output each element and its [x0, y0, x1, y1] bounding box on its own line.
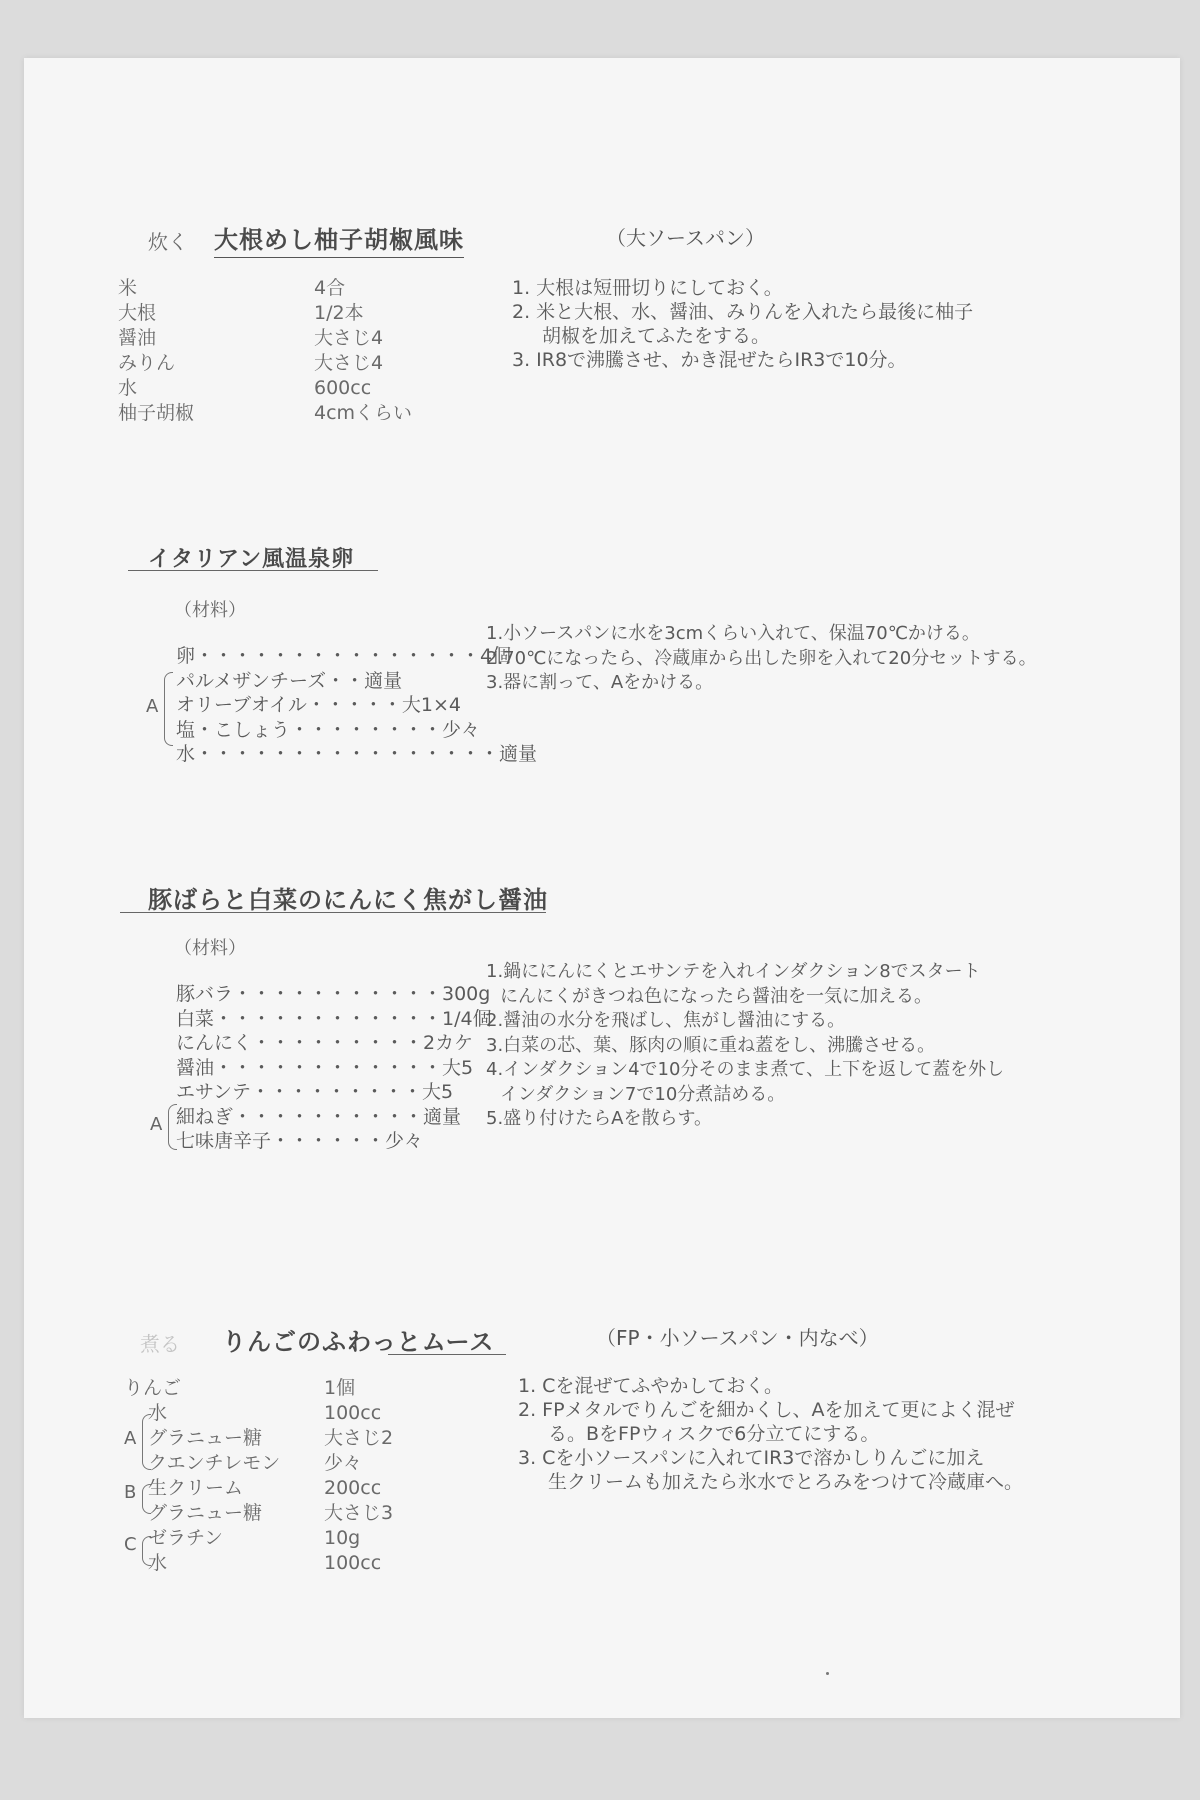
- ingredient-name: みりん: [118, 352, 176, 374]
- ingredient-row: [124, 1401, 393, 1426]
- recipe4-group-b-label: B: [124, 1482, 137, 1503]
- ingredient-name: グラニュー糖: [148, 1427, 263, 1449]
- ingredient-name: ゼラチン: [148, 1527, 224, 1549]
- ingredient-row: [124, 1376, 393, 1401]
- recipe4-ingredient-list: [124, 1376, 393, 1576]
- step-line: 2.70℃になったら、冷蔵庫から出した卵を入れて20分セットする。: [486, 647, 1037, 669]
- recipe4-title-rule: [388, 1354, 506, 1355]
- recipe2-group-a-brace: [164, 672, 173, 746]
- ingredient-line: 卵・・・・・・・・・・・・・・・4個: [176, 645, 512, 667]
- recipe4-title: りんごのふわっとムース: [222, 1328, 495, 1356]
- ingredient-name: 水: [148, 1552, 168, 1574]
- ingredient-line: 醤油・・・・・・・・・・・・大5: [176, 1056, 474, 1079]
- ingredient-row: [118, 376, 412, 401]
- ingredient-name: 水: [118, 377, 138, 399]
- ingredient-row: [118, 401, 412, 426]
- ingredient-name: 米: [118, 277, 138, 299]
- ingredient-line: エサンテ・・・・・・・・・大5: [176, 1081, 454, 1103]
- recipe3-steps: [486, 960, 1004, 1132]
- ingredient-qty: 200cc: [324, 1477, 382, 1499]
- ingredient-qty: 10g: [324, 1527, 361, 1549]
- ingredient-name: 柚子胡椒: [118, 402, 195, 424]
- step-line: インダクション7で10分煮詰める。: [500, 1083, 786, 1105]
- ingredient-line: 豚バラ・・・・・・・・・・・300g: [176, 983, 491, 1005]
- step-line: にんにくがきつね色になったら醤油を一気に加える。: [500, 985, 932, 1007]
- ingredient-qty: 4合: [314, 277, 346, 299]
- ingredient-row: [118, 276, 412, 301]
- recipe3-group-a-label: A: [150, 1114, 163, 1135]
- step-line: 1. 大根は短冊切りにしておく。: [512, 277, 783, 299]
- recipe1-pan: （大ソースパン）: [606, 226, 765, 250]
- recipe3-title: 豚ばらと白菜のにんにく焦がし醤油: [148, 886, 548, 914]
- step-line: 3. Cを小ソースパンに入れてIR3で溶かしりんごに加え: [518, 1447, 985, 1469]
- ingredient-name: 水: [148, 1402, 168, 1424]
- ingredient-qty: 大さじ3: [324, 1502, 394, 1524]
- ingredient-row: [124, 1476, 393, 1501]
- ingredient-name: 生クリーム: [148, 1477, 244, 1499]
- ingredient-row: [124, 1526, 393, 1551]
- ingredient-name: クエンチレモン: [148, 1452, 281, 1474]
- step-line: 5.盛り付けたらAを散らす。: [486, 1108, 713, 1129]
- step-line: 胡椒を加えてふたをする。: [542, 325, 771, 347]
- recipe2-materials-label: （材料）: [174, 600, 246, 621]
- step-line: 1.鍋ににんにくとエサンテを入れインダクション8でスタート: [486, 961, 981, 982]
- ingredient-name: りんご: [124, 1377, 182, 1399]
- step-line: 1.小ソースパンに水を3cmくらい入れて、保温70℃かける。: [486, 623, 980, 644]
- step-line: 3. IR8で沸騰させ、かき混ぜたらIR3で10分。: [512, 349, 907, 371]
- paper-speck: [826, 1672, 829, 1675]
- recipe1-ingredient-list: [118, 276, 412, 426]
- ingredient-line: 細ねぎ・・・・・・・・・・適量: [176, 1105, 462, 1128]
- ingredient-name: 大根: [118, 302, 157, 324]
- ingredient-qty: 少々: [324, 1452, 363, 1474]
- recipe4-group-a-label: A: [124, 1428, 137, 1449]
- ingredient-name: グラニュー糖: [148, 1502, 263, 1524]
- step-line: 2. FPメタルでりんごを細かくし、Aを加えて更によく混ぜ: [518, 1399, 1015, 1421]
- recipe4-group-c-label: C: [124, 1534, 137, 1555]
- recipe2-steps: [486, 622, 1037, 696]
- ingredient-line: 塩・こしょう・・・・・・・・少々: [176, 718, 481, 741]
- ingredient-row: [118, 301, 412, 326]
- ingredient-line: パルメザンチーズ・・適量: [176, 669, 403, 692]
- recipe3-title-rule: [120, 912, 546, 913]
- step-line: 生クリームも加えたら氷水でとろみをつけて冷蔵庫へ。: [548, 1471, 1024, 1493]
- recipe1-title: 大根めし柚子胡椒風味: [214, 220, 464, 258]
- ingredient-qty: 100cc: [324, 1552, 382, 1574]
- ingredient-line: 水・・・・・・・・・・・・・・・・適量: [176, 743, 538, 765]
- recipe2-title: イタリアン風温泉卵: [148, 547, 355, 572]
- recipe2-title-rule: [128, 570, 378, 571]
- ingredient-qty: 大さじ4: [314, 327, 384, 349]
- step-line: 4.インダクション4で10分そのまま煮て、上下を返して蓋を外し: [486, 1059, 1005, 1080]
- ingredient-line: にんにく・・・・・・・・・2カケ: [176, 1032, 474, 1054]
- step-line: 2. 米と大根、水、醤油、みりんを入れたら最後に柚子: [512, 301, 974, 323]
- step-line: る。BをFPウィスクで6分立てにする。: [548, 1423, 880, 1445]
- recipe2-ingredient-list: [176, 644, 537, 767]
- recipe2-group-a-label: A: [146, 696, 159, 717]
- recipe4-tag: 煮る: [140, 1332, 180, 1356]
- ingredient-qty: 4cmくらい: [314, 402, 413, 424]
- step-line: 1. Cを混ぜてふやかしておく。: [518, 1375, 784, 1397]
- ingredient-qty: 大さじ2: [324, 1427, 394, 1449]
- recipe3-materials-label: （材料）: [174, 938, 246, 959]
- recipe4-pan: （FP・小ソースパン・内なべ）: [596, 1326, 879, 1350]
- ingredient-line: 白菜・・・・・・・・・・・・1/4個: [176, 1007, 492, 1030]
- ingredient-qty: 1/2本: [314, 302, 364, 324]
- ingredient-row: [124, 1551, 393, 1576]
- ingredient-qty: 100cc: [324, 1402, 382, 1424]
- ingredient-line: オリーブオイル・・・・・大1×4: [176, 694, 462, 716]
- step-line: 3.器に割って、Aをかける。: [486, 672, 714, 693]
- ingredient-row: [118, 326, 412, 351]
- ingredient-qty: 1個: [324, 1377, 356, 1399]
- step-line: 2.醤油の水分を飛ばし、焦がし醤油にする。: [486, 1010, 846, 1031]
- ingredient-row: [124, 1501, 393, 1526]
- step-line: 3.白菜の芯、葉、豚肉の順に重ね蓋をし、沸騰させる。: [486, 1034, 936, 1056]
- recipe4-steps: [518, 1374, 1023, 1494]
- recipe3-ingredient-list: [176, 982, 492, 1154]
- ingredient-row: [124, 1426, 393, 1451]
- ingredient-row: [124, 1451, 393, 1476]
- ingredient-name: 醤油: [118, 327, 157, 349]
- ingredient-row: [118, 351, 412, 376]
- ingredient-qty: 大さじ4: [314, 352, 384, 374]
- recipe1-steps: [512, 276, 973, 372]
- ingredient-line: 七味唐辛子・・・・・・少々: [176, 1130, 424, 1152]
- ingredient-qty: 600cc: [314, 377, 372, 399]
- recipe1-tag: 炊く: [148, 230, 188, 254]
